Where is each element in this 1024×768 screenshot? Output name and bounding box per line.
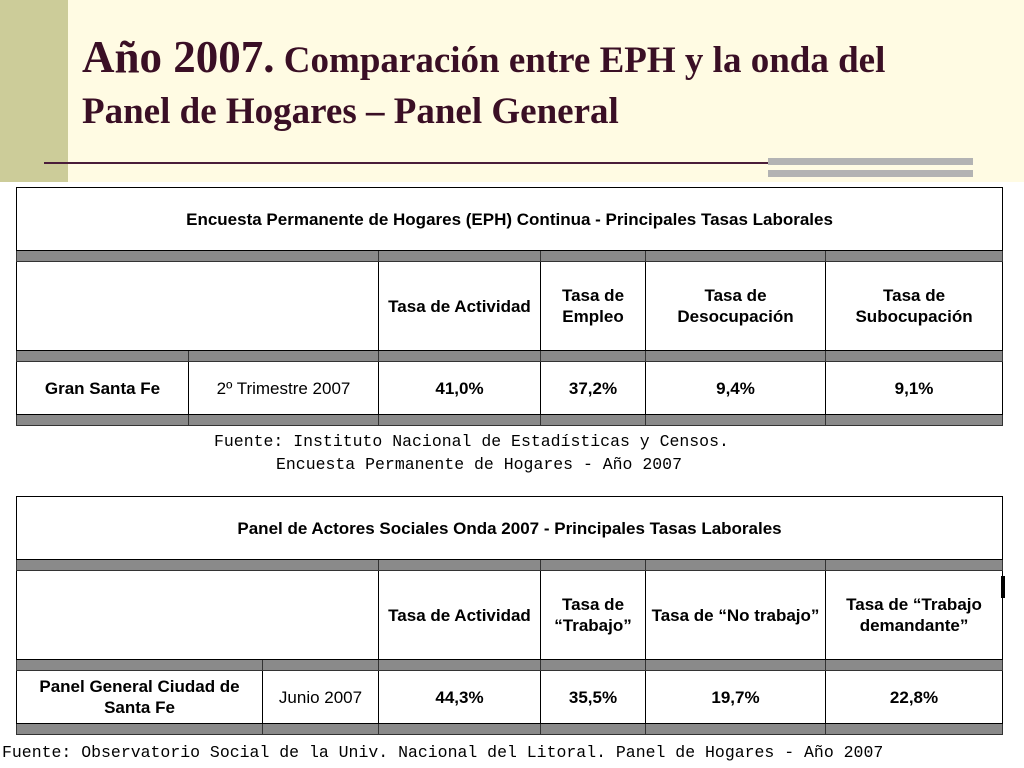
value-cell: 41,0% bbox=[379, 362, 541, 415]
title-year: Año 2007. bbox=[82, 32, 275, 82]
place-cell: Panel General Ciudad de Santa Fe bbox=[17, 671, 263, 724]
table-caption: Panel de Actores Sociales Onda 2007 - Principales Tasas Laborales bbox=[17, 497, 1003, 560]
table-row bbox=[17, 362, 1003, 415]
edge-mark bbox=[1001, 576, 1005, 598]
value-cell: 9,4% bbox=[646, 362, 826, 415]
decorative-rule bbox=[768, 170, 973, 177]
period-cell: 2º Trimestre 2007 bbox=[189, 362, 379, 415]
column-header: Tasa de “Trabajo” bbox=[541, 571, 646, 660]
separator-row bbox=[17, 560, 1003, 571]
title-text: Comparación entre EPH y la onda del Panel de Hogares – Panel General bbox=[82, 40, 886, 132]
separator-row bbox=[17, 724, 1003, 735]
table-row bbox=[17, 671, 1003, 724]
slide-title bbox=[82, 32, 982, 137]
separator-row bbox=[17, 251, 1003, 262]
column-header: Tasa de “Trabajo demandante” bbox=[826, 571, 1003, 660]
value-cell: 22,8% bbox=[826, 671, 1003, 724]
source-note: Fuente: Instituto Nacional de Estadísticas y Censos. bbox=[214, 432, 729, 451]
separator-row bbox=[17, 415, 1003, 426]
column-header: Tasa de Empleo bbox=[541, 262, 646, 351]
value-cell: 35,5% bbox=[541, 671, 646, 724]
value-cell: 19,7% bbox=[646, 671, 826, 724]
separator-row bbox=[17, 660, 1003, 671]
separator-row bbox=[17, 351, 1003, 362]
column-header: Tasa de Actividad bbox=[379, 262, 541, 351]
column-header: Tasa de Actividad bbox=[379, 571, 541, 660]
table-caption: Encuesta Permanente de Hogares (EPH) Continua - Principales Tasas Laborales bbox=[17, 188, 1003, 251]
place-cell: Gran Santa Fe bbox=[17, 362, 189, 415]
column-header: Tasa de “No trabajo” bbox=[646, 571, 826, 660]
empty-header-cell bbox=[17, 262, 379, 351]
header-accent-bar bbox=[0, 0, 68, 182]
slide-header bbox=[0, 0, 1024, 182]
column-header: Tasa de Subocupación bbox=[826, 262, 1003, 351]
value-cell: 9,1% bbox=[826, 362, 1003, 415]
empty-header-cell bbox=[17, 571, 379, 660]
source-note: Fuente: Observatorio Social de la Univ. Nacional del Litoral. Panel de Hogares - Año 2007 bbox=[2, 743, 884, 762]
value-cell: 37,2% bbox=[541, 362, 646, 415]
title-underline bbox=[44, 162, 772, 164]
eph-table bbox=[16, 187, 1003, 426]
column-header: Tasa de Desocupación bbox=[646, 262, 826, 351]
value-cell: 44,3% bbox=[379, 671, 541, 724]
decorative-rule bbox=[768, 158, 973, 165]
panel-table bbox=[16, 496, 1003, 735]
source-note: Encuesta Permanente de Hogares - Año 2007 bbox=[276, 455, 682, 474]
period-cell: Junio 2007 bbox=[263, 671, 379, 724]
